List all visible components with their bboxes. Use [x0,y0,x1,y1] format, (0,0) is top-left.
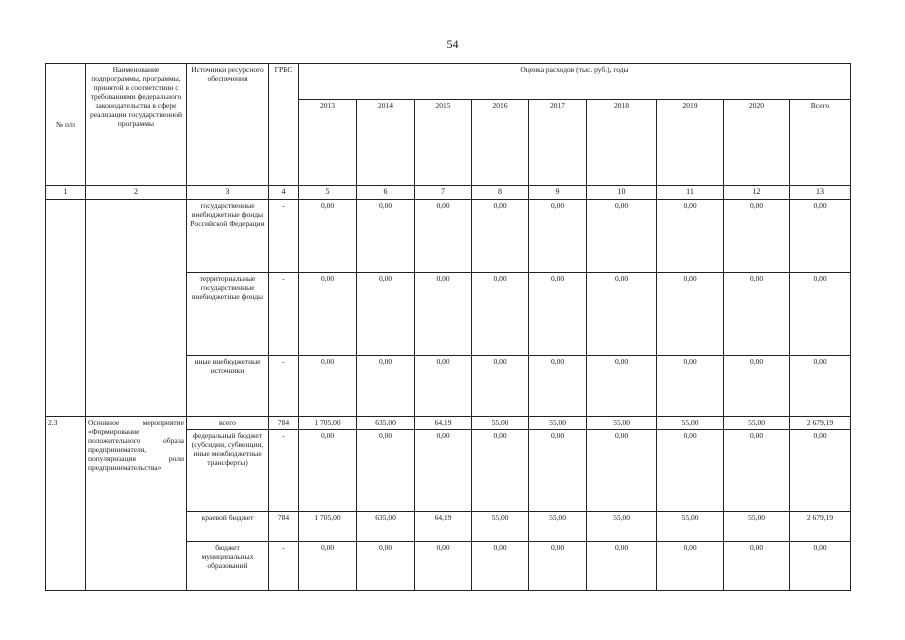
row-grbs: - [269,542,299,591]
row-value: 0,00 [529,200,587,273]
row-value: 0,00 [415,542,472,591]
header-sources: Источники ресурсного обеспечения [187,64,269,186]
row-grbs: - [269,273,299,356]
row-total: 0,00 [790,356,851,417]
row-total: 2 679,19 [790,512,851,542]
column-number: 1 [46,186,86,200]
row-value: 1 705,00 [299,417,357,430]
row-source: государственные внебюджетные фонды Российской Федерации [187,200,269,273]
row-value: 0,00 [657,430,724,512]
row-value: 0,00 [357,356,415,417]
header-year: 2015 [415,100,472,186]
header-year: 2014 [357,100,415,186]
row-source: территориальные государственные внебюджетные фонды [187,273,269,356]
row-value: 1 705,00 [299,512,357,542]
row-source: бюджет муниципальных образований [187,542,269,591]
row-grbs: - [269,200,299,273]
row-value: 0,00 [529,273,587,356]
header-year: 2016 [472,100,529,186]
row-value: 0,00 [657,356,724,417]
row-value: 0,00 [657,273,724,356]
row-total: 0,00 [790,430,851,512]
row-value: 0,00 [299,200,357,273]
row-value: 0,00 [587,200,657,273]
row-value: 55,00 [472,512,529,542]
table-row [46,417,851,430]
column-number: 9 [529,186,587,200]
row-value: 0,00 [472,430,529,512]
row-value: 55,00 [657,512,724,542]
row-value: 64,19 [415,512,472,542]
row-value: 0,00 [657,542,724,591]
row-grbs: 784 [269,417,299,430]
column-numbers-row [46,186,851,200]
header-row [46,64,851,100]
header-year: 2020 [724,100,790,186]
row-value: 635,00 [357,512,415,542]
row-value: 0,00 [415,200,472,273]
table-row [46,200,851,273]
row-value: 55,00 [587,417,657,430]
row-value: 0,00 [529,356,587,417]
row-source: иные внебюджетные источники [187,356,269,417]
row-name: Основное мероприятие «Формирование положительного образа предпринимателя, популяризация роли предпринимательства» [86,417,187,591]
column-number: 3 [187,186,269,200]
row-number: 2.3 [46,417,86,591]
row-value: 0,00 [415,430,472,512]
column-number: 7 [415,186,472,200]
row-name [86,200,187,417]
row-value: 0,00 [724,430,790,512]
row-value: 0,00 [587,430,657,512]
row-grbs: 784 [269,512,299,542]
header-grbs: ГРБС [269,64,299,186]
row-value: 0,00 [472,273,529,356]
column-number: 5 [299,186,357,200]
header-num: № п/п [46,64,86,186]
row-value: 0,00 [529,542,587,591]
row-number [46,200,86,417]
header-estimate: Оценка расходов (тыс. руб.), годы [299,64,851,100]
row-grbs: - [269,356,299,417]
row-total: 2 679,19 [790,417,851,430]
row-value: 55,00 [529,417,587,430]
row-value: 0,00 [357,200,415,273]
row-total: 0,00 [790,273,851,356]
row-source: федеральный бюджет (субсидии, субвенции, иные межбюджетные трансферты) [187,430,269,512]
row-value: 0,00 [299,356,357,417]
row-value: 0,00 [472,356,529,417]
row-value: 0,00 [472,200,529,273]
header-year: 2019 [657,100,724,186]
row-value: 0,00 [587,356,657,417]
row-grbs: - [269,430,299,512]
row-value: 0,00 [724,273,790,356]
row-value: 55,00 [529,512,587,542]
row-total: 0,00 [790,200,851,273]
header-year: 2018 [587,100,657,186]
row-value: 635,00 [357,417,415,430]
row-value: 55,00 [472,417,529,430]
header-year: 2013 [299,100,357,186]
row-value: 0,00 [299,273,357,356]
column-number: 12 [724,186,790,200]
column-number: 10 [587,186,657,200]
row-value: 64,19 [415,417,472,430]
budget-table [45,63,851,591]
page-number: 54 [446,37,459,51]
row-value: 0,00 [299,430,357,512]
row-value: 0,00 [587,542,657,591]
row-source: краевой бюджет [187,512,269,542]
column-number: 8 [472,186,529,200]
row-value: 0,00 [472,542,529,591]
column-number: 2 [86,186,187,200]
row-value: 0,00 [299,542,357,591]
row-value: 0,00 [529,430,587,512]
header-name: Наименование подпрограммы, программы, принятой в соответствии с требованиями федерального законодательства в сфере реализации государственной программы [86,64,187,186]
header-total: Всего [790,100,851,186]
column-number: 13 [790,186,851,200]
row-value: 0,00 [415,273,472,356]
column-number: 4 [269,186,299,200]
row-value: 0,00 [357,430,415,512]
row-value: 55,00 [657,417,724,430]
column-number: 11 [657,186,724,200]
row-value: 0,00 [724,356,790,417]
row-value: 0,00 [724,542,790,591]
row-value: 55,00 [587,512,657,542]
row-value: 55,00 [724,417,790,430]
row-value: 0,00 [415,356,472,417]
row-total: 0,00 [790,542,851,591]
row-source: всего [187,417,269,430]
row-value: 0,00 [724,200,790,273]
column-number: 6 [357,186,415,200]
header-year: 2017 [529,100,587,186]
row-value: 0,00 [587,273,657,356]
row-value: 0,00 [357,542,415,591]
row-value: 55,00 [724,512,790,542]
row-value: 0,00 [657,200,724,273]
row-value: 0,00 [357,273,415,356]
